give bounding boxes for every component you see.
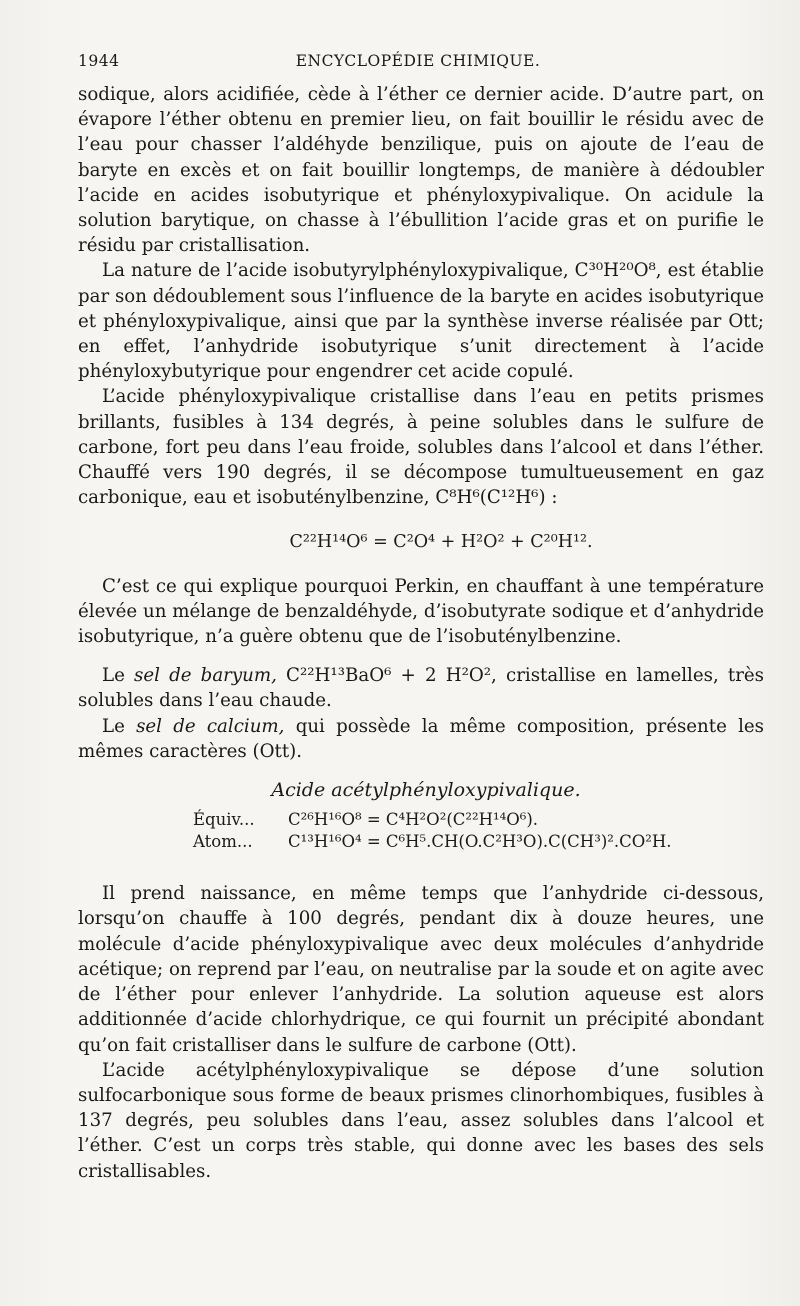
paragraph: L’acide phényloxypivalique cristallise dans l’eau en petits prismes brillants, fusibles à 134 degrés, à peine solubles dans le sulfure de carbone, fort peu dans l’eau froide, solubles dans l’alcool et dans l’éther. Chauffé vers 190 degrés, il se décompose tumultueusement en gaz carbonique, eau et isobuténylbenzine, C⁸H⁶(C¹²H⁶) : <box>78 386 764 509</box>
formula-label: Équiv... <box>193 810 255 830</box>
formula-label: Atom... <box>193 832 253 852</box>
term-calcium-salt: sel de calcium, <box>136 715 285 737</box>
page-number: 1944 <box>78 52 120 70</box>
page-body <box>78 82 764 1184</box>
paragraph: C’est ce qui explique pourquoi Perkin, en chauffant à une température élevée un mélange de benzaldéhyde, d’isobutyrate sodique et d’anhydride isobutyrique, n’a guère obtenu que de l’isobuténylbenzine. <box>78 575 764 648</box>
paragraph-calcium-salt: Le sel de calcium, qui possède la même composition, présente les mêmes caractères (Ott). <box>78 715 764 762</box>
paragraph: La nature de l’acide isobutyrylphényloxypivalique, C³⁰H²⁰O⁸, est établie par son dédoublement sous l’influence de la baryte en acides isobutyrique et phényloxypivalique, ainsi que par la synthèse inverse réalisée par Ott; en effet, l’anhydride isobutyrique s’unit directement à l’acide phényloxybutyrique pour engendrer cet acide copulé. <box>78 260 765 383</box>
term-barium-salt: sel de baryum, <box>134 665 277 687</box>
decomposition-equation: C²²H¹⁴O⁶ = C²O⁴ + H²O² + C²⁰H¹². <box>289 532 593 553</box>
section-heading: Acide acétylphényloxypivalique. <box>271 779 581 802</box>
formula-row-equiv <box>193 809 764 831</box>
paragraph-barium-salt: Le sel de baryum, C²²H¹³BaO⁶ + 2 H²O², cristallise en lamelles, très solubles dans l’eau chaude. <box>78 665 764 712</box>
paragraph: Il prend naissance, en même temps que l’anhydride ci-dessous, lorsqu’on chauffe à 100 degrés, pendant dix à douze heures, une molécule d’acide phényloxypivalique avec deux molécules d’anhydride acétique; on reprend par l’eau, on neutralise par la soude et on agite avec de l’éther pour enlever l’anhydride. La solution aqueuse est alors additionnée d’acide chlorhydrique, ce qui fournit un précipité abondant qu’on fait cristalliser dans le sulfure de carbone (Ott). <box>78 883 764 1056</box>
formula-value: C²⁶H¹⁶O⁸ = C⁴H²O²(C²²H¹⁴O⁶). <box>288 810 539 830</box>
formula-value: C¹³H¹⁶O⁴ = C⁶H⁵.CH(O.C²H³O).C(CH³)².CO²H. <box>288 832 672 852</box>
formula-table <box>193 809 764 853</box>
formula-row-atom <box>193 831 764 853</box>
running-title: ENCYCLOPÉDIE CHIMIQUE. <box>295 52 541 70</box>
paragraph: sodique, alors acidifiée, cède à l’éther ce dernier acide. D’autre part, on évapore l’éther obtenu en premier lieu, on fait bouillir le résidu avec de l’eau pour chasser l’aldéhyde benzilique, puis on ajoute de l’eau de baryte en excès et on fait bouillir longtemps, de manière à dédoubler l’acide en acides isobutyrique et phényloxypivalique. On acidule la solution barytique, on chasse à l’ébullition l’acide gras et on purifie le résidu par cristallisation. <box>78 84 764 257</box>
page-header <box>78 52 758 74</box>
paragraph: L’acide acétylphényloxypivalique se dépose d’une solution sulfocarbonique sous forme de beaux prismes clinorhombiques, fusibles à 137 degrés, peu solubles dans l’eau, assez solubles dans l’alcool et l’éther. C’est un corps très stable, qui donne avec les bases des sels cristallisables. <box>78 1059 764 1182</box>
